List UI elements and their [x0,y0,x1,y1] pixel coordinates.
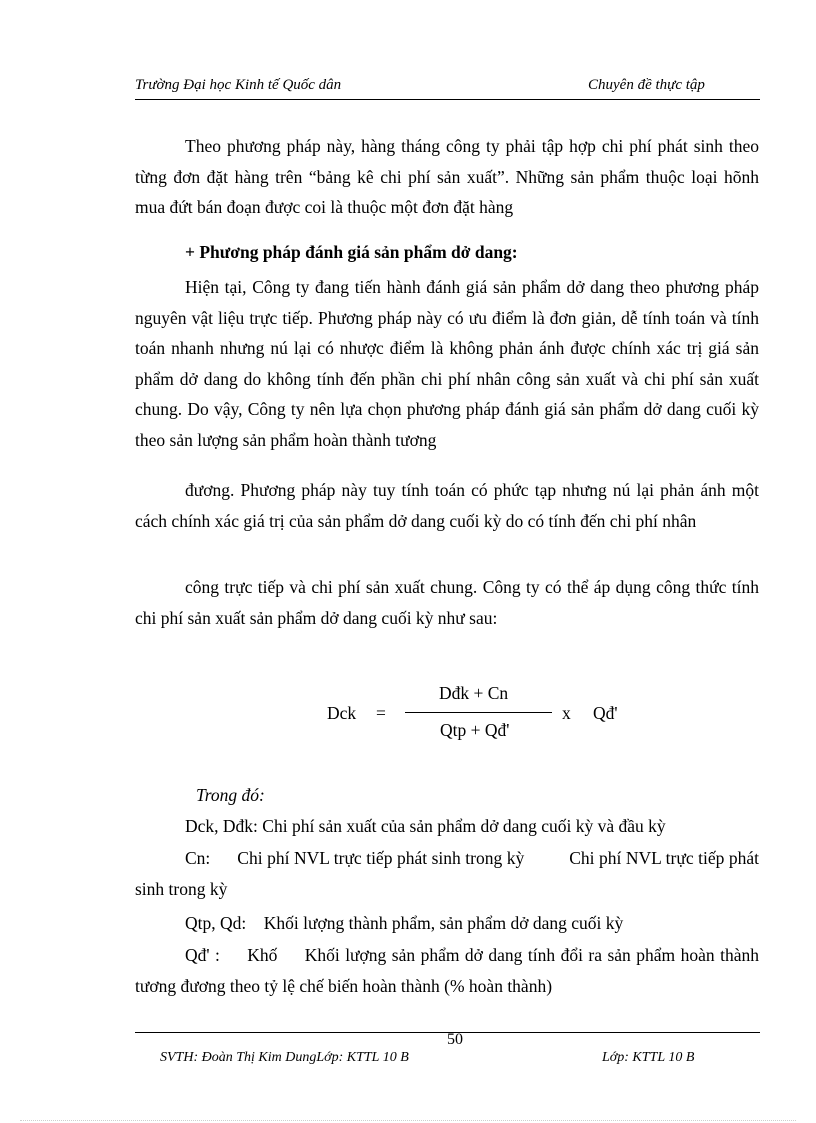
legend-cn: Cn: Chi phí NVL trực tiếp phát sinh trong kỳ Chi phí NVL trực tiếp phát sinh trong kỳ [135,848,764,899]
formula-factor: Qđ' [593,703,618,723]
paragraph-equivalent-method: đương. Phương pháp này tuy tính toán có phức tạp nhưng nú lại phản ánh một cách chính xác giá trị của sản phẩm dở dang cuối kỳ do có tính đến chi phí nhân [135,480,759,531]
paragraph-formula-intro: công trực tiếp và chi phí sản xuất chung. Công ty có thể áp dụng công thức tính chi phí sản xuất sản phẩm dở dang cuối kỳ như sau: [135,577,759,628]
footer-class-info: Lớp: KTTL 10 B [602,1050,695,1065]
section-heading: + Phương pháp đánh giá sản phẩm dở dang: [185,242,518,262]
formula-numerator: Dđk + Cn [439,683,509,703]
header-school-name: Trường Đại học Kinh tế Quốc dân [135,77,342,93]
header-report-title: Chuyên đề thực tập [588,77,705,93]
legend-dck-ddk: Dck, Dđk: Chi phí sản xuất của sản phẩm dở dang cuối kỳ và đầu kỳ [185,816,666,836]
paragraph-method-order: Theo phương pháp này, hàng tháng công ty phải tập hợp chi phí phát sinh theo từng đơn đặt hàng trên “bảng kê chi phí sản xuất”. Những sản phẩm thuộc loại hõnh mua đứt bán đoạn được coi là thuộc một đơn đặt hàng [135,136,759,217]
fraction-bar [405,712,552,713]
legend-intro: Trong đó: [196,785,265,805]
legend-qd-equivalent: Qđ' : Khố Khối lượng sản phẩm dở dang tính đổi ra sản phẩm hoàn thành tương đương theo tỷ lệ chế biến hoàn thành (% hoàn thành) [135,945,764,996]
legend-qtp-qd: Qtp, Qd: Khối lượng thành phẩm, sản phẩm dở dang cuối kỳ [185,913,624,933]
page-number: 50 [447,1031,463,1048]
formula-lhs: Dck [327,703,357,723]
formula-multiply: x [562,703,571,723]
formula-equals: = [376,703,386,723]
formula-denominator: Qtp + Qđ' [440,720,510,740]
footer-student-info: SVTH: Đoàn Thị Kim DungLớp: KTTL 10 B [160,1050,409,1065]
header-divider [135,99,760,100]
page-header [135,77,760,99]
page-bottom-edge [20,1120,796,1121]
paragraph-wip-valuation: Hiện tại, Công ty đang tiến hành đánh giá sản phẩm dở dang theo phương pháp nguyên vật liệu trực tiếp. Phương pháp này có ưu điểm là đơn giản, dễ tính toán và tính toán nhanh nhưng nú lại có nhược điểm là không phản ánh được chính xác trị giá sản phẩm dở dang do không tính đến phần chi phí nhân công sản xuất và chi phí sản xuất chung. Do vậy, Công ty nên lựa chọn phương pháp đánh giá sản phẩm dở dang cuối kỳ theo sản lượng sản phẩm hoàn thành tương [135,277,759,450]
